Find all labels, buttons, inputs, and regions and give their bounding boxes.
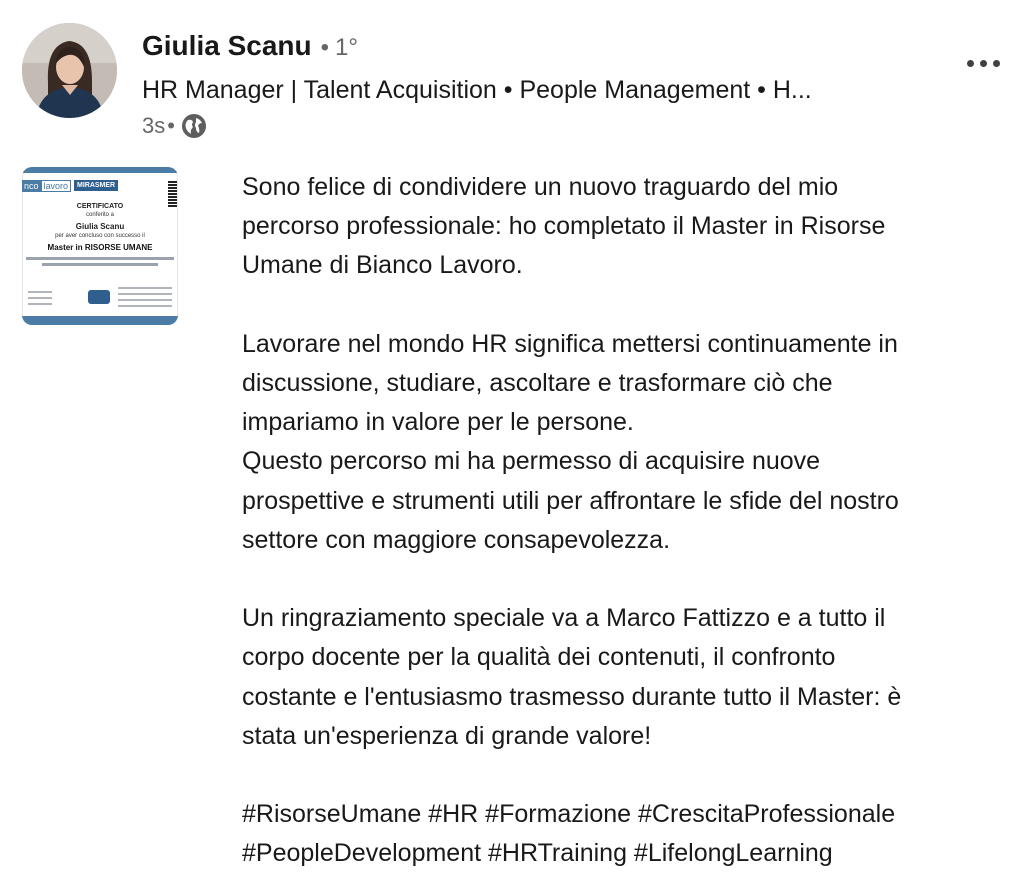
author-name[interactable]: Giulia Scanu	[142, 30, 312, 61]
certificate-address-line	[118, 293, 172, 295]
certificate-top-stripe	[22, 167, 178, 173]
certificate-title: CERTIFICATO	[76, 203, 124, 210]
hashtag-link[interactable]: #PeopleDevelopment	[242, 839, 482, 868]
post-line: Sono felice di condividere un nuovo traguardo del mio	[242, 173, 839, 201]
certificate-image[interactable]	[22, 167, 178, 325]
logo-right-part: lavoro	[41, 180, 72, 192]
hashtags-line	[242, 795, 1017, 834]
globe-icon[interactable]	[181, 113, 207, 139]
logo-left-part: nco	[24, 181, 39, 191]
certificate-address-line	[118, 287, 172, 289]
certificate-course: Master in RISORSE UMANE	[47, 243, 153, 252]
paragraph-gap	[242, 560, 1017, 599]
hashtags-line	[242, 834, 1017, 873]
post-line: Questo percorso mi ha permesso di acquisire nuove	[242, 447, 821, 476]
more-options-button[interactable]	[958, 46, 1008, 80]
certificate-reason: per aver concluso con successo il	[55, 233, 145, 239]
certificate-fine-print	[26, 257, 174, 260]
connection-degree: 1°	[335, 34, 358, 61]
author-headline: HR Manager | Talent Acquisition • People Management • H...	[142, 76, 812, 104]
hashtag-link[interactable]: #HR	[428, 800, 479, 829]
hashtag-link[interactable]: #LifelongLearning	[633, 839, 833, 868]
hashtag-link[interactable]: #HRTraining	[488, 839, 627, 868]
post-line: Un ringraziamento speciale va a Marco Fattizzo e a tutto il	[242, 604, 886, 633]
post-meta	[142, 113, 207, 139]
certificate-address-line	[118, 305, 172, 307]
author-avatar[interactable]	[22, 23, 117, 118]
certificate-conferred: conferito a	[85, 212, 115, 218]
name-separator: •	[320, 34, 330, 61]
post-line: corpo docente per la qualità dei contenuti, il confronto	[242, 643, 836, 672]
avatar-photo	[22, 23, 117, 118]
certificate-seal-icon	[88, 290, 110, 304]
hashtag-link[interactable]: #Formazione	[485, 800, 632, 829]
more-options-dot	[980, 60, 987, 67]
paragraph-gap	[242, 286, 1017, 325]
author-name-row	[142, 30, 358, 66]
post-line: Umane di Bianco Lavoro.	[242, 251, 523, 280]
certificate-logo-left	[22, 180, 71, 192]
more-options-dot	[993, 60, 1000, 67]
post-line: impariamo in valore per le persone.	[242, 408, 634, 437]
post-line: percorso professionale: ho completato il Master in Risorse	[242, 212, 886, 241]
certificate-address-line	[118, 299, 172, 301]
post-line: costante e l'entusiasmo trasmesso durante tutto il Master: è	[242, 682, 902, 711]
hashtag-link[interactable]: #RisorseUmane	[242, 800, 422, 829]
meta-separator: •	[167, 113, 175, 138]
post-line: settore con maggiore consapevolezza.	[242, 525, 671, 554]
hashtag-link[interactable]: #CrescitaProfessionale	[638, 800, 896, 829]
more-options-dot	[967, 60, 974, 67]
certificate-signature-line	[28, 303, 52, 305]
certificate-signature-line	[28, 291, 52, 293]
post-line: Lavorare nel mondo HR significa mettersi continuamente in	[242, 329, 898, 358]
post-body	[242, 168, 1017, 874]
certificate-signature-line	[28, 297, 52, 299]
post-line: stata un'esperienza di grande valore!	[242, 721, 652, 750]
certificate-logo-right: MIRASMER	[74, 180, 118, 191]
certificate-bottom-stripe	[22, 316, 178, 325]
post-line: prospettive e strumenti utili per affrontare le sfide del nostro	[242, 486, 899, 515]
certificate-fine-print	[42, 263, 158, 266]
post-timestamp: 3s	[142, 113, 166, 138]
post-line: discussione, studiare, ascoltare e trasformare ciò che	[242, 369, 833, 397]
certificate-document	[22, 167, 178, 325]
certificate-recipient: Giulia Scanu	[75, 222, 125, 231]
paragraph-gap	[242, 756, 1017, 795]
